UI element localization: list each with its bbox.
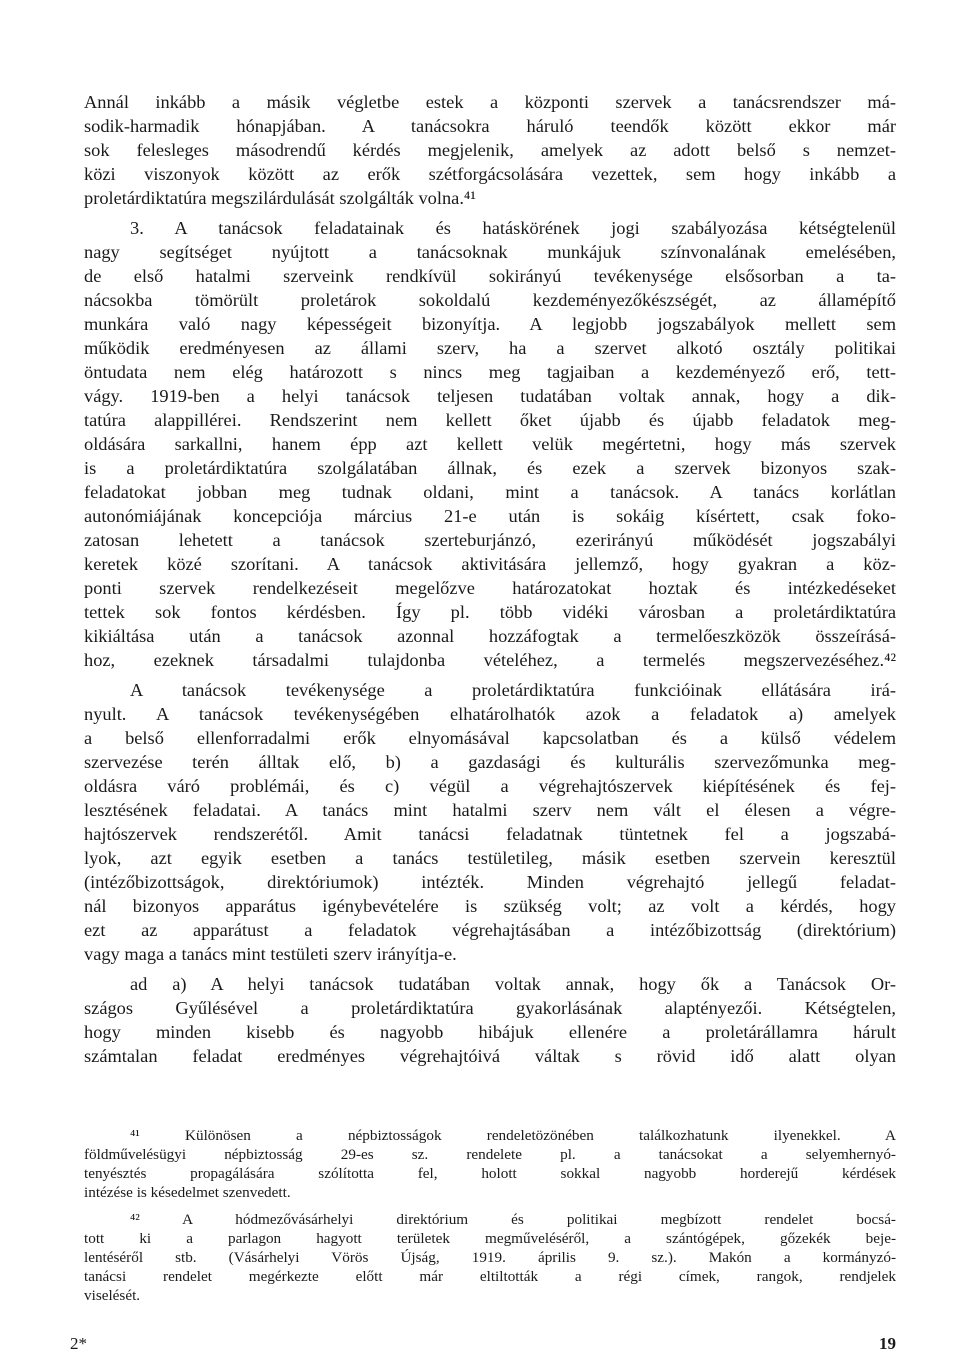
body-line: közi viszonyok között az erők szétforgácsolására vezettek, sem hogy inkább a bbox=[84, 164, 896, 184]
body-line: ad a) A helyi tanácsok tudatában voltak annak, hogy ők a Tanácsok Or- bbox=[130, 974, 896, 994]
body-line: működik eredményesen az állami szerv, ha a szervet alkotó osztály politikai bbox=[84, 338, 896, 358]
body-line: ezt az apparátust a feladatok végrehajtásában a intézőbizottság (direktórium) bbox=[84, 920, 896, 940]
body-line: tettek sok fontos kérdésben. Így pl. több vidéki városban a proletárdiktatúra bbox=[84, 602, 896, 622]
body-line: zatosan lehetett a tanácsok szerteburjánzó, ezerirányú működését jogszabályi bbox=[84, 530, 896, 550]
body-line: lyok, azt egyik esetben a tanács testületileg, másik esetben szervein keresztül bbox=[84, 848, 896, 868]
body-line: szervezése terén álltak elő, b) a gazdasági és kulturális szervezőmunka meg- bbox=[84, 752, 896, 772]
footnote-line: ⁴¹ Különösen a népbiztosságok rendeletözönében találkozhatunk ilyenekkel. A bbox=[130, 1127, 896, 1144]
body-line: öntudata nem elég határozott s nincs meg tagjaiban a kezdeményező erő, tett- bbox=[84, 362, 896, 382]
body-line: hoz, ezeknek társadalmi tulajdonba vételéhez, a termelés megszervezéséhez.⁴² bbox=[84, 650, 896, 670]
footnote-line: viselését. bbox=[84, 1287, 141, 1304]
body-line: nácsokba tömörült proletárok sokoldalú kezdeményezőkészségét, az államépítő bbox=[84, 290, 896, 310]
footnote-line: tott ki a parlagon hagyott területek megműveléséről, a szántógépek, gőzekék beje- bbox=[84, 1230, 896, 1247]
body-line: 3. A tanácsok feladatainak és hatáskörének jogi szabályozása kétségtelenül bbox=[130, 218, 896, 238]
body-line: is a proletárdiktatúra szolgálatában állnak, és ezek a szervek bizonyos szak- bbox=[84, 458, 896, 478]
body-line: vágy. 1919-ben a helyi tanácsok teljesen tudatában voltak annak, hogy a dik- bbox=[84, 386, 896, 406]
body-line: számtalan feladat eredményes végrehajtóivá váltak s rövid idő alatt olyan bbox=[84, 1046, 896, 1066]
body-line: tatúra alappillérei. Rendszerint nem kellett őket újabb és újabb feladatok meg- bbox=[84, 410, 896, 430]
body-line: hogy minden kisebb és nagyobb hibájuk ellenére a proletárállamra hárult bbox=[84, 1022, 896, 1042]
body-line: (intézőbizottságok, direktóriumok) intézték. Minden végrehajtó jellegű feladat- bbox=[84, 872, 896, 892]
footnote-line: ⁴² A hódmezővásárhelyi direktórium és politikai megbízott rendelet bocsá- bbox=[130, 1211, 896, 1228]
body-line: a belső ellenforradalmi erők elnyomásával kapcsolatban és a külső védelem bbox=[84, 728, 896, 748]
body-line: szágos Gyűlésével a proletárdiktatúra gyakorlásának alaptényezői. Kétségtelen, bbox=[84, 998, 896, 1018]
body-line: lesztésének feladatai. A tanács mint hatalmi szerv nem vált el élesen a végre- bbox=[84, 800, 896, 820]
footnote-line: tanácsi rendelet megérkezte előtt már eltiltották a régi címek, rangok, rendjelek bbox=[84, 1268, 896, 1285]
body-line: nyult. A tanácsok tevékenységében elhatárolhatók azok a feladatok a) amelyek bbox=[84, 704, 896, 724]
footnote-line: intézése is késedelmet szenvedett. bbox=[84, 1184, 291, 1201]
body-line: kikiáltása után a tanácsok azonnal hozzáfogtak a termelőeszközök összeírásá- bbox=[84, 626, 896, 646]
body-line: proletárdiktatúra megszilárdulását szolgálták volna.⁴¹ bbox=[84, 188, 476, 208]
page-number: 19 bbox=[879, 1334, 896, 1353]
body-line: feladatokat jobban meg tudnak oldani, mint a tanácsok. A tanács korlátlan bbox=[84, 482, 896, 502]
body-line: vagy maga a tanács mint testületi szerv irányítja-e. bbox=[84, 944, 457, 964]
footnote-line: földművelésügyi népbiztosság 29-es sz. rendelete pl. a tanácsokat a selyemhernyó- bbox=[84, 1146, 896, 1163]
body-line: keretek közé szorítani. A tanácsok aktivitására jellemző, hogy gyakran a köz- bbox=[84, 554, 896, 574]
body-line: munkára való nagy képességeit bizonyítja. A legjobb jogszabályok mellett sem bbox=[84, 314, 896, 334]
body-line: sok felesleges másodrendű kérdés megjelenik, amelyek az adott belső s nemzet- bbox=[84, 140, 896, 160]
body-line: oldására sarkallni, hanem épp azt kellett velük megértetni, hogy más szervek bbox=[84, 434, 896, 454]
body-line: hajtószervek rendszerétől. Amit tanácsi feladatnak tüntetnek fel a jogszabá- bbox=[84, 824, 896, 844]
body-line: nál bizonyos apparátus igénybevételére is szükség volt; az volt a kérdés, hogy bbox=[84, 896, 896, 916]
body-line: sodik-harmadik hónapjában. A tanácsokra háruló teendők között ekkor már bbox=[84, 116, 896, 136]
footnote-line: tenyésztés propagálására szólította fel, holott sokkal nagyobb horderejű kérdések bbox=[84, 1165, 896, 1182]
footnote-line: lentéséről stb. (Vásárhelyi Vörös Újság, 1919. április 9. sz.). Makón a kormányzó- bbox=[84, 1249, 896, 1266]
body-line: Annál inkább a másik végletbe estek a központi szervek a tanácsrendszer má- bbox=[84, 92, 896, 112]
body-line: oldásra váró problémái, és c) végül a végrehajtószervek kiépítésének és fej- bbox=[84, 776, 896, 796]
body-line: autonómiájának koncepciója március 21-e után is sokáig kísértett, csak foko- bbox=[84, 506, 896, 526]
body-line: ponti szervek rendelkezéseit megelőzve határozatokat hoztak és intézkedéseket bbox=[84, 578, 896, 598]
body-line: de első hatalmi szerveink rendkívül sokirányú tevékenysége elsősorban a ta- bbox=[84, 266, 896, 286]
signature-mark: 2* bbox=[70, 1334, 87, 1353]
body-line: A tanácsok tevékenysége a proletárdiktatúra funkcióinak ellátására irá- bbox=[130, 680, 896, 700]
body-line: nagy segítséget nyújtott a tanácsoknak munkájuk színvonalának emelésében, bbox=[84, 242, 896, 262]
